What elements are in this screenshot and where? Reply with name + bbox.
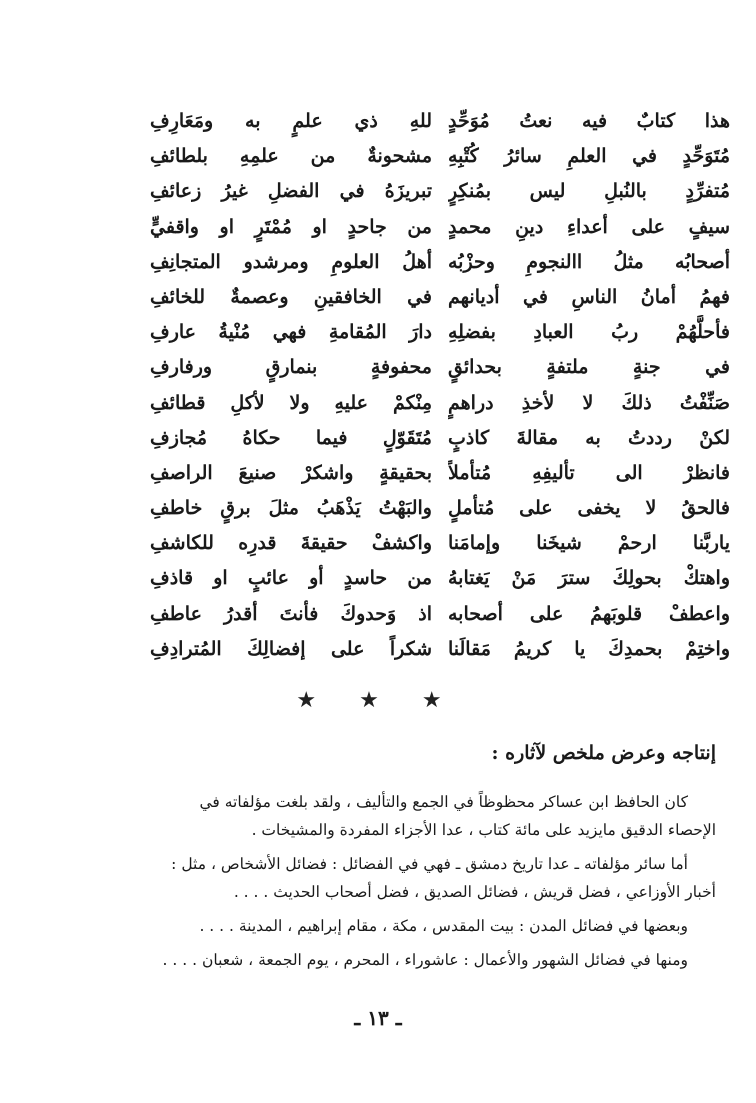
verse-second-hemistich: من جاحدٍ او مُمْتَرٍ او واقفيٍّ xyxy=(150,215,432,238)
verse-first-hemistich: واهتكْ بحولِكَ سترَ مَنْ يَغتابهُ xyxy=(448,567,730,590)
poem-verse xyxy=(150,280,730,315)
verse-first-hemistich: هذا كتابٌ فيه نعتُ مُوَحِّدٍ xyxy=(448,110,730,132)
paragraph xyxy=(36,788,716,844)
verse-first-hemistich: فانظرْ الى تأليفِهِ مُتأملاً xyxy=(448,461,730,484)
verse-first-hemistich: واختِمْ بحمدِكَ يا كريمُ مَقالَنا xyxy=(448,637,730,660)
poem-verse xyxy=(150,491,730,526)
poem-verse xyxy=(150,104,730,139)
verse-first-hemistich: صَنِّفْتُ ذلكَ لا لأخذِ دراهمٍ xyxy=(448,391,730,414)
verse-first-hemistich: مُتَوَحِّدٍ في العلمِ سائرُ كُتْبِهِ xyxy=(448,145,730,168)
verse-second-hemistich: من حاسدٍ أو عائبٍ او قاذفِ xyxy=(150,567,432,590)
verse-second-hemistich: تبريزَهُ في الفضلِ غيرُ زعائفِ xyxy=(150,180,432,203)
paragraph-line: كان الحافظ ابن عساكر محظوظاً في الجمع والتأليف ، ولقد بلغت مؤلفاته في xyxy=(199,793,688,811)
star-separator: ★ ★ ★ xyxy=(296,688,460,713)
poem-verse xyxy=(150,526,730,561)
verse-second-hemistich: والبَهْتُ يَذْهَبُ مثلَ برقٍ خاطفِ xyxy=(150,497,432,520)
verse-second-hemistich: محفوفةٍ بنمارقٍ ورفارفِ xyxy=(150,356,432,379)
prose-body xyxy=(36,788,716,980)
verse-first-hemistich: فالحقُ لا يخفى على مُتأملٍ xyxy=(448,497,730,520)
verse-first-hemistich: فهمُ أمانُ الناسِ في أديانهم xyxy=(448,285,730,308)
verse-second-hemistich: للهِ ذي علمٍ به ومَعَارِفِ xyxy=(150,110,432,132)
poem xyxy=(150,104,730,667)
poem-verse xyxy=(150,174,730,209)
paragraph xyxy=(36,850,716,906)
poem-verse xyxy=(150,561,730,596)
verse-first-hemistich: أصحابُه مثلُ االنجومِ وحزْبُه xyxy=(448,250,730,273)
poem-verse xyxy=(150,350,730,385)
page-number: ـ ١٣ ـ xyxy=(354,1006,402,1030)
verse-first-hemistich: لكنْ رددتُ به مقالةَ كاذبٍ xyxy=(448,426,730,449)
poem-verse xyxy=(150,245,730,280)
poem-verse xyxy=(150,456,730,491)
poem-verse xyxy=(150,421,730,456)
poem-verse xyxy=(150,315,730,350)
verse-second-hemistich: دارَ المُقامةِ فهي مُنْيةُ عارفِ xyxy=(150,321,432,344)
verse-first-hemistich: سيفٍ على أعداءِ دينِ محمدٍ xyxy=(448,215,730,238)
verse-second-hemistich: مِنْكمْ عليهِ ولا لأكلِ قطائفِ xyxy=(150,391,432,414)
verse-second-hemistich: اذ وَحدوكَ فأنتَ أقدرُ عاطفِ xyxy=(150,602,432,625)
verse-first-hemistich: في جنةٍ ملتفةٍ بحدائقٍ xyxy=(448,356,730,379)
verse-first-hemistich: واعطفْ قلوبَهمُ على أصحابه xyxy=(448,602,730,625)
verse-second-hemistich: أهلُ العلومِ ومرشدو المتجانِفِ xyxy=(150,250,432,273)
poem-verse xyxy=(150,597,730,632)
verse-second-hemistich: مُتَقَوّلٍ فيما حكاهُ مُجازفِ xyxy=(150,426,432,449)
verse-second-hemistich: شكراً على إفضالِكَ المُترادِفِ xyxy=(150,637,432,660)
paragraph xyxy=(36,912,716,940)
section-heading: إنتاجه وعرض ملخص لآثاره : xyxy=(491,742,716,764)
paragraph xyxy=(36,946,716,974)
poem-verse xyxy=(150,632,730,667)
paragraph-line: الإحصاء الدقيق مايزيد على مائة كتاب ، عدا الأجزاء المفردة والمشيخات . xyxy=(251,821,716,839)
verse-first-hemistich: مُتفرِّدٍ بالنُبلِ ليس بمُنكِرٍ xyxy=(448,180,730,203)
paragraph-line: وبعضها في فضائل المدن : بيت المقدس ، مكة ، مقام إبراهيم ، المدينة . . . . xyxy=(199,917,688,935)
verse-second-hemistich: واكشفْ حقيقةَ قدرِه للكاشفِ xyxy=(150,532,432,555)
paragraph-line: أخبار الأوزاعي ، فضل قريش ، فضائل الصديق ، فضل أصحاب الحديث . . . . xyxy=(233,883,716,901)
verse-first-hemistich: فأحلَّهُمْ ربُ العبادِ بفضلِهِ xyxy=(448,321,730,344)
paragraph-line: ومنها في فضائل الشهور والأعمال : عاشوراء ، المحرم ، يوم الجمعة ، شعبان . . . . xyxy=(162,951,688,969)
poem-verse xyxy=(150,386,730,421)
verse-second-hemistich: في الخافقينِ وعصمةٌ للخائفِ xyxy=(150,285,432,308)
poem-verse xyxy=(150,139,730,174)
verse-first-hemistich: ياربَّنا ارحمْ شيخَنا وإمامَنا xyxy=(448,532,730,555)
poem-verse xyxy=(150,210,730,245)
paragraph-line: أما سائر مؤلفاته ـ عدا تاريخ دمشق ـ فهي في الفضائل : فضائل الأشخاص ، مثل : xyxy=(171,855,688,873)
verse-second-hemistich: بحقيقةٍ واشكرْ صنيعَ الراصفِ xyxy=(150,461,432,484)
verse-second-hemistich: مشحونةٌ من علمِهِ بلطائفِ xyxy=(150,145,432,168)
